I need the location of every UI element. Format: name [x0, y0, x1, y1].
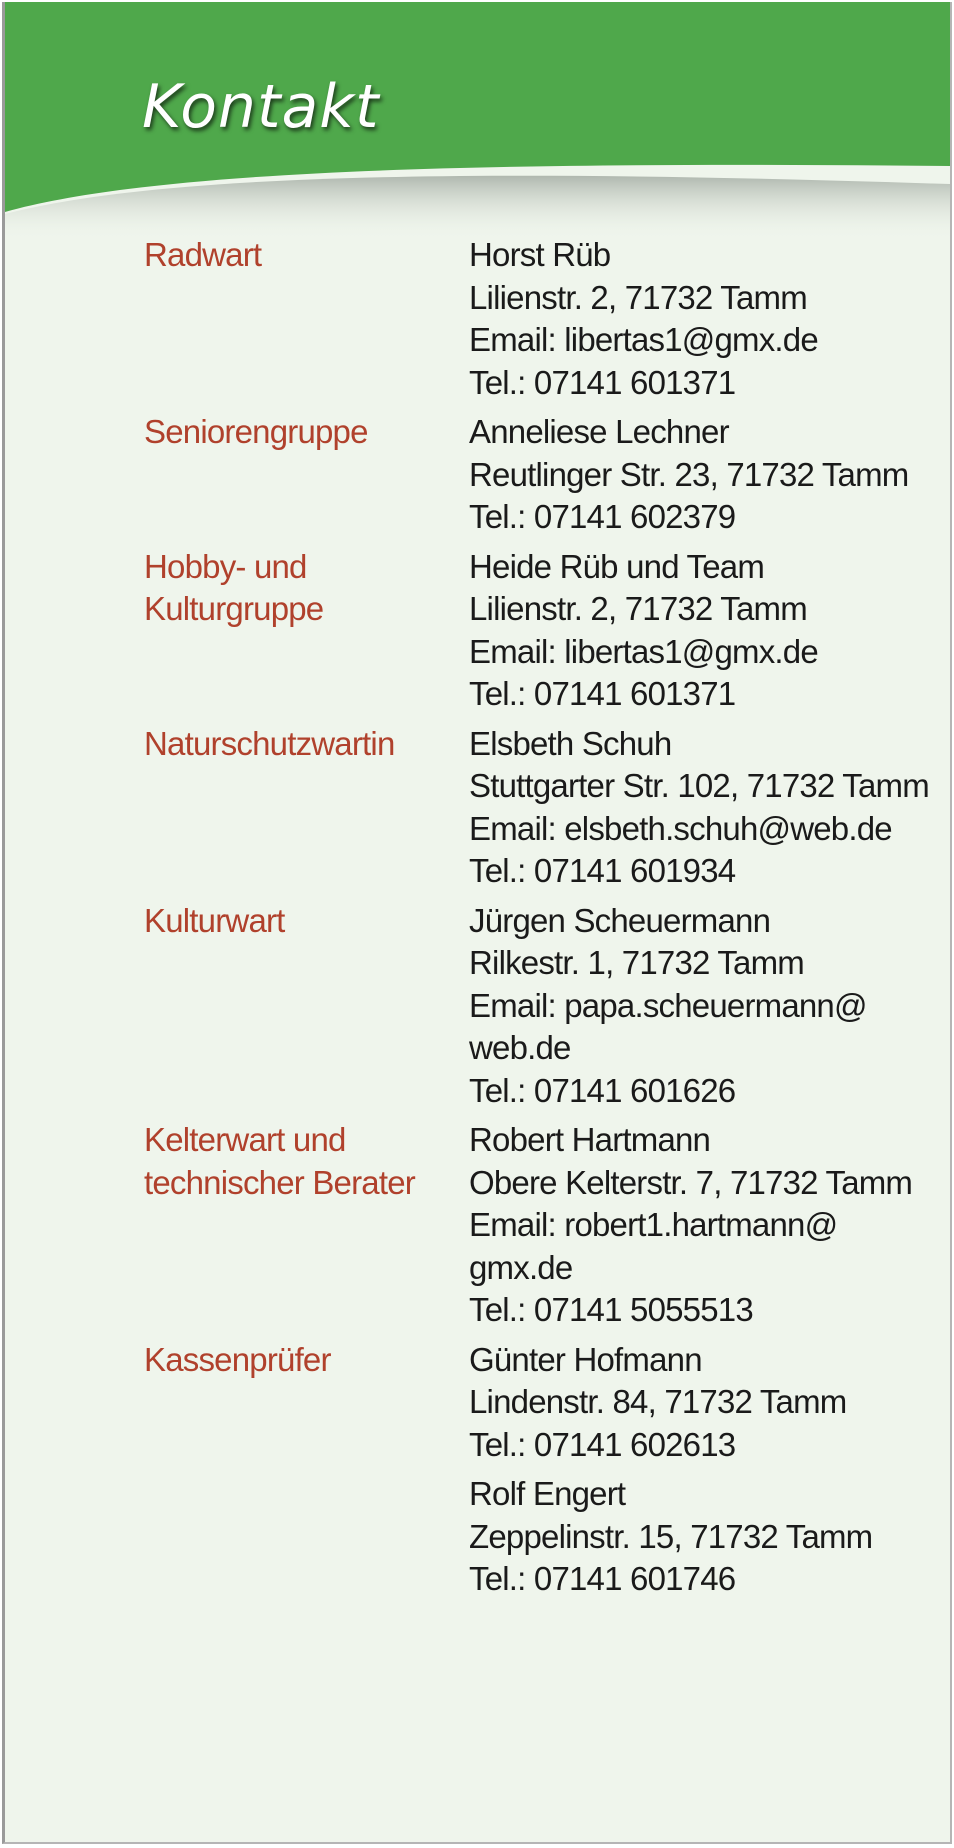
contact-name: Jürgen Scheuermann [469, 901, 771, 939]
contact-entry [144, 900, 924, 1113]
contact-role: Hobby- und Kulturgruppe [144, 547, 324, 627]
contact-role: Radwart [144, 236, 262, 273]
contact-name: Rolf Engert [469, 1475, 626, 1512]
contact-entry [144, 1339, 924, 1467]
contact-phone: Tel.: 07141 602613 [469, 1425, 736, 1463]
contact-line: web.de [469, 1029, 571, 1066]
contact-name: Heide Rüb und Team [469, 547, 765, 585]
contact-entry [144, 723, 929, 893]
contact-role: Kassenprüfer [144, 1340, 331, 1378]
contact-details [469, 1119, 924, 1332]
contact-name: Horst Rüb [469, 236, 611, 273]
contact-page [2, 2, 952, 1844]
contact-email: Email: libertas1@gmx.de [469, 632, 818, 670]
contact-email: Email: robert1.hartmann@ [469, 1206, 838, 1243]
contact-email: Email: libertas1@gmx.de [469, 321, 818, 358]
contact-role: Seniorengruppe [144, 413, 368, 450]
contact-line: Stuttgarter Str. 102, 71732 Tamm [469, 767, 929, 804]
contact-entry [144, 1119, 924, 1332]
contact-details [469, 900, 924, 1113]
contact-entry [144, 234, 924, 404]
contact-entry [144, 411, 924, 539]
contact-details [469, 1473, 924, 1601]
contact-line: Lilienstr. 2, 71732 Tamm [469, 278, 807, 316]
contact-name: Anneliese Lechner [469, 413, 729, 450]
contact-email: Email: papa.scheuermann@ [469, 986, 867, 1024]
contact-email: Email: elsbeth.schuh@web.de [469, 809, 892, 847]
contact-phone: Tel.: 07141 601746 [469, 1560, 736, 1597]
contact-line: gmx.de [469, 1248, 573, 1286]
contact-name: Robert Hartmann [469, 1121, 711, 1158]
contact-role: Kelterwart und technischer Berater [144, 1121, 415, 1201]
header-banner [5, 2, 950, 242]
contact-line: Rilkestr. 1, 71732 Tamm [469, 944, 804, 981]
contact-name: Günter Hofmann [469, 1340, 702, 1378]
contact-line: Lilienstr. 2, 71732 Tamm [469, 590, 807, 627]
contact-line: Zeppelinstr. 15, 71732 Tamm [469, 1517, 873, 1555]
contact-phone: Tel.: 07141 601626 [469, 1071, 736, 1109]
contact-phone: Tel.: 07141 601371 [469, 363, 736, 401]
page-title: Kontakt [142, 72, 380, 142]
contact-details [469, 411, 924, 539]
contact-name: Elsbeth Schuh [469, 724, 672, 762]
contact-line: Obere Kelterstr. 7, 71732 Tamm [469, 1163, 913, 1201]
contact-role: Naturschutzwartin [144, 724, 395, 762]
contact-phone: Tel.: 07141 601934 [469, 852, 736, 889]
contact-details [469, 723, 929, 893]
contact-phone: Tel.: 07141 602379 [469, 498, 736, 535]
contact-details [469, 1339, 924, 1467]
contact-entry [144, 1473, 924, 1601]
contact-entry [144, 546, 924, 716]
contact-phone: Tel.: 07141 601371 [469, 675, 736, 712]
contact-line: Lindenstr. 84, 71732 Tamm [469, 1383, 847, 1420]
contact-role: Kulturwart [144, 901, 285, 939]
contact-line: Reutlinger Str. 23, 71732 Tamm [469, 455, 909, 493]
contact-details [469, 546, 924, 716]
contact-list [144, 234, 929, 1608]
contact-phone: Tel.: 07141 5055513 [469, 1291, 753, 1328]
contact-details [469, 234, 924, 404]
